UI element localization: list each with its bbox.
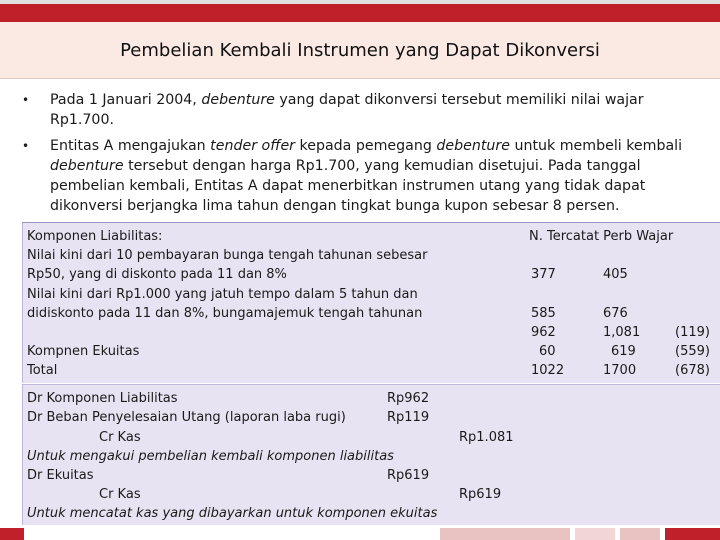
table-description-line: Nilai kini dari Rp1.000 yang jatuh tempo dalam 5 tahun dan [27,287,418,302]
journal-note: Untuk mencatat kas yang dibayarkan untuk komponen ekuitas [27,506,438,521]
bullet-text: Entitas A mengajukan tender offer kepada pemegang debenture untuk membeli kembali debenture tersebut dengan harga Rp1.700, yang kemudian disetujui. Pada tanggal pembelian kembali, Entitas A dapat menerbitkan instrumen utang yang tidak dapat dikonversi berjangka lima tahun dengan tingkat bunga kupon sebesar 8 persen. [50,138,683,214]
footer-segment [440,528,570,540]
footer-segment [575,528,615,540]
fair-value: 619 [611,344,636,359]
journal-debit: Rp119 [387,410,430,425]
fair-value: 405 [603,267,628,282]
journal-account: Cr Kas [99,487,141,502]
table-description-line: Nilai kini dari 10 pembayaran bunga tengah tahunan sebesar [27,248,428,263]
difference-value: (678) [675,363,710,378]
difference-value: (559) [675,344,710,359]
carrying-value: 60 [539,344,556,359]
page-title: Pembelian Kembali Instrumen yang Dapat Dikonversi [120,40,600,61]
carrying-value: 962 [531,325,556,340]
journal-debit: Rp619 [387,468,430,483]
fair-value: 1700 [603,363,637,378]
equity-label: Kompnen Ekuitas [27,344,140,359]
footer-segment [0,528,24,540]
bullet-dot-icon: • [22,93,30,107]
journal-account: Cr Kas [99,430,141,445]
table-description-line: didiskonto pada 11 dan 8%, bungamajemuk tengah tahunan [27,306,423,321]
footer-segment [620,528,660,540]
bullet-dot-icon: • [22,139,30,153]
journal-entries [22,384,720,525]
journal-account: Dr Beban Penyelesaian Utang (laporan laba rugi) [27,410,346,425]
fair-value: 676 [603,306,628,321]
carrying-value: 377 [531,267,556,282]
journal-account: Dr Komponen Liabilitas [27,391,178,406]
valuation-table [22,222,720,383]
top-stripe [0,0,720,4]
footer-decoration [0,510,720,540]
footer-segment [665,528,720,540]
journal-credit: Rp619 [459,487,502,502]
journal-credit: Rp1.081 [459,430,514,445]
bullet-item [22,90,712,130]
table-header-right: N. Tercatat Perb Wajar [529,229,674,244]
bullet-item [22,136,712,216]
journal-note: Untuk mengakui pembelian kembali komponen liabilitas [27,449,394,464]
difference-value: (119) [675,325,710,340]
table-description-line: Rp50, yang di diskonto pada 11 dan 8% [27,267,287,282]
carrying-value: 585 [531,306,556,321]
journal-debit: Rp962 [387,391,430,406]
journal-account: Dr Ekuitas [27,468,94,483]
carrying-value: 1022 [531,363,565,378]
bullet-list [22,90,712,222]
fair-value: 1,081 [603,325,641,340]
top-accent-bar [0,0,720,22]
table-header-left: Komponen Liabilitas: [27,229,163,244]
bullet-text: Pada 1 Januari 2004, debenture yang dapat dikonversi tersebut memiliki nilai wajar Rp1.700. [50,92,644,128]
slide-header [0,22,720,79]
total-label: Total [27,363,58,378]
